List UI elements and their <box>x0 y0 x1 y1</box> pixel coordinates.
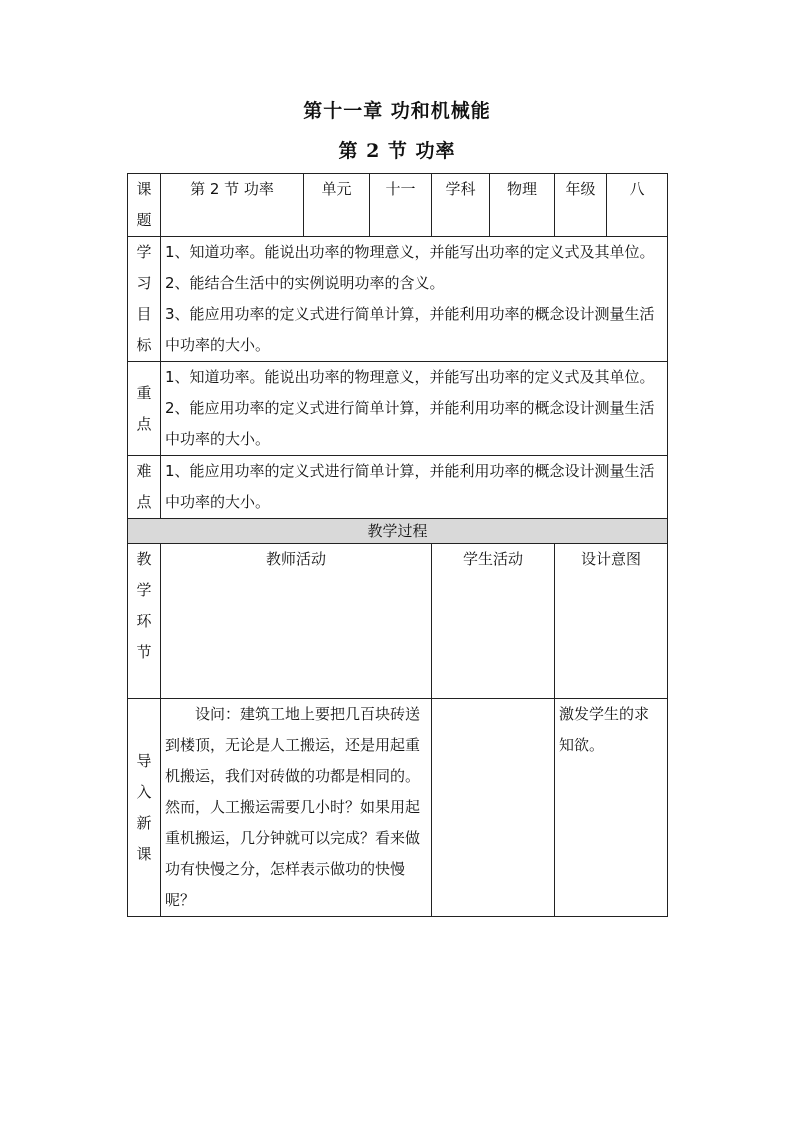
topic-label: 课 题 <box>128 174 161 237</box>
intro-teacher-activity: 设问：建筑工地上要把几百块砖送到楼顶，无论是人工搬运，还是用起重机搬运，我们对砖做的功都是相同的。然而，人工搬运需要几小时？如果用起重机搬运，几分钟就可以完成？看来做功有快慢之分，怎样表示做功的快慢呢？ <box>161 699 432 917</box>
objectives-label: 学 习 目 标 <box>128 237 161 362</box>
topic-value: 第 2 节 功率 <box>161 174 304 237</box>
objective-item: 2、能结合生活中的实例说明功率的含义。 <box>165 274 445 292</box>
section-title: 第 2 节 功率 <box>338 140 456 162</box>
objectives-content <box>161 237 668 362</box>
lesson-plan-table <box>127 173 668 917</box>
difficulties-label: 难 点 <box>128 456 161 519</box>
key-point-item: 1、知道功率。能说出功率的物理意义，并能写出功率的定义式及其单位。 <box>165 368 655 386</box>
intro-label: 导 入 新 课 <box>128 699 161 917</box>
unit-label: 单元 <box>304 174 370 237</box>
process-columns-row <box>128 544 668 699</box>
grade-value: 八 <box>607 174 668 237</box>
intro-row <box>128 699 668 917</box>
process-header-row <box>128 519 668 544</box>
key-points-row <box>128 362 668 456</box>
objective-item: 3、能应用功率的定义式进行简单计算，并能利用功率的概念设计测量生活中功率的大小。 <box>165 305 655 354</box>
intro-student-activity <box>432 699 555 917</box>
difficulties-content <box>161 456 668 519</box>
subject-label: 学科 <box>432 174 490 237</box>
info-row <box>128 174 668 237</box>
student-column-header: 学生活动 <box>432 544 555 699</box>
difficulty-item: 1、能应用功率的定义式进行简单计算，并能利用功率的概念设计测量生活中功率的大小。 <box>165 462 655 511</box>
key-points-content <box>161 362 668 456</box>
teacher-column-header: 教师活动 <box>161 544 432 699</box>
grade-label: 年级 <box>555 174 607 237</box>
difficulties-row <box>128 456 668 519</box>
chapter-title: 第十一章 功和机械能 <box>303 100 491 122</box>
subject-value: 物理 <box>490 174 555 237</box>
intent-column-header: 设计意图 <box>555 544 668 699</box>
objective-item: 1、知道功率。能说出功率的物理意义，并能写出功率的定义式及其单位。 <box>165 243 655 261</box>
key-point-item: 2、能应用功率的定义式进行简单计算，并能利用功率的概念设计测量生活中功率的大小。 <box>165 399 655 448</box>
objectives-row <box>128 237 668 362</box>
key-points-label: 重 点 <box>128 362 161 456</box>
unit-value: 十一 <box>370 174 432 237</box>
process-header: 教学过程 <box>128 519 668 544</box>
stage-column-header: 教 学 环 节 <box>128 544 161 699</box>
intro-design-intent: 激发学生的求知欲。 <box>555 699 668 917</box>
